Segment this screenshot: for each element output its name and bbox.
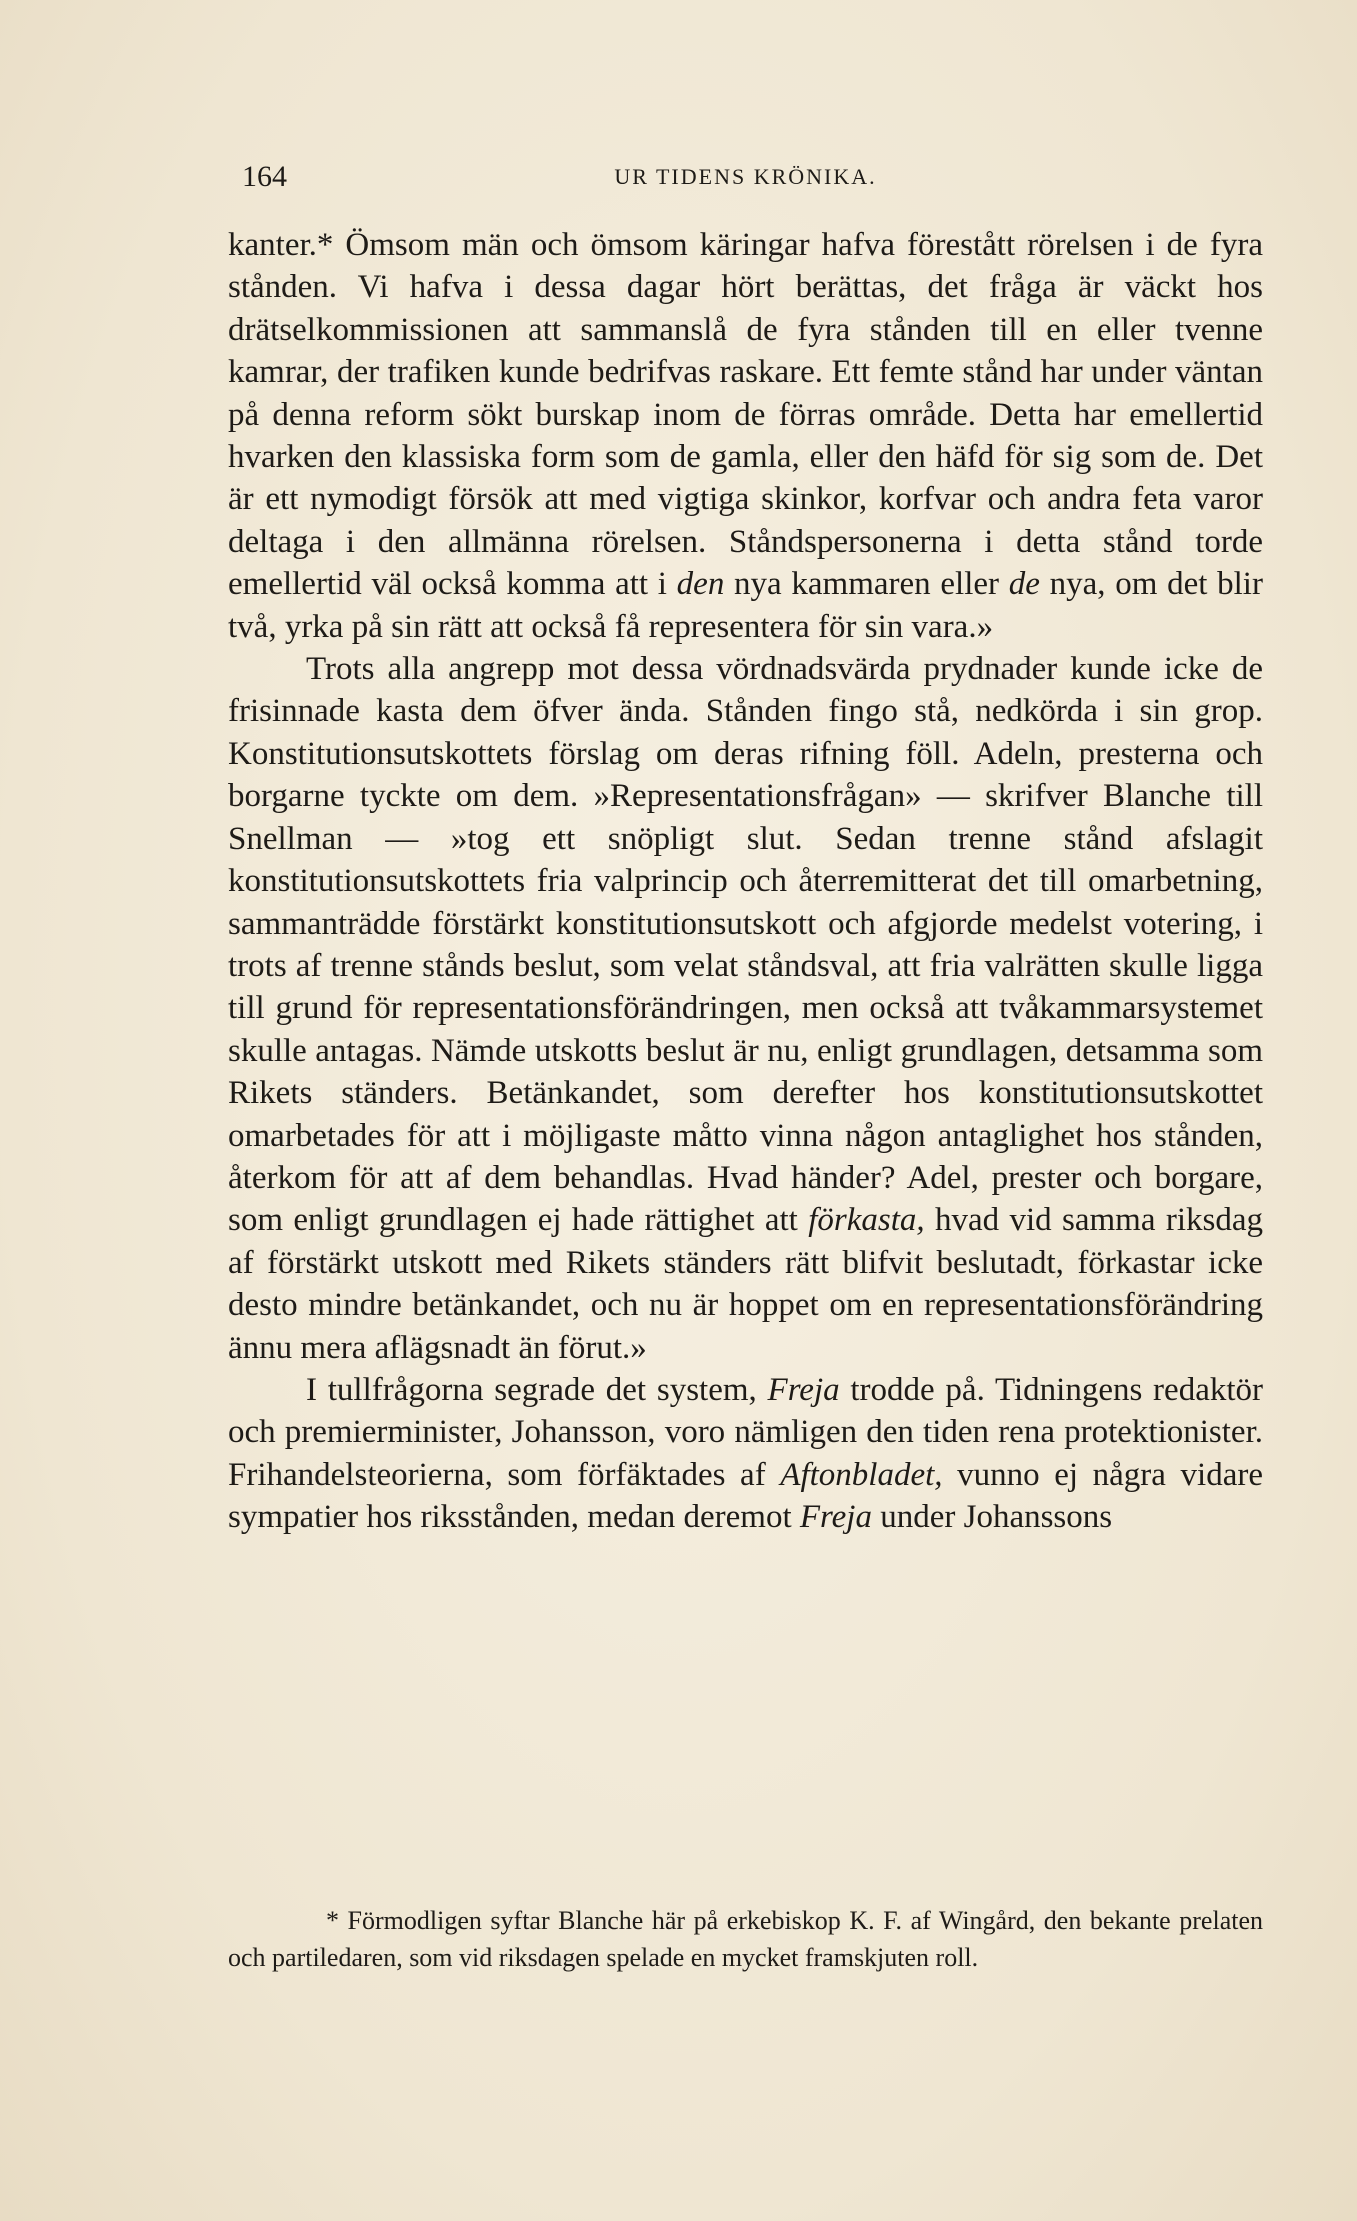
italic-text: förkasta,: [808, 1202, 925, 1239]
italic-text: de: [1008, 566, 1040, 603]
text-run: I tullfrågorna segrade det system,: [306, 1371, 768, 1408]
page-number: 164: [242, 160, 287, 193]
paragraph: [228, 1369, 1263, 1539]
footnote: * Förmodligen syftar Blanche här på erkebiskop K. F. af Wingård, den bekante prelaten och partiledaren, som vid riksdagen spelade en mycket framskjuten roll.: [228, 1906, 1263, 1972]
italic-text: Freja: [799, 1499, 872, 1536]
italic-text: Aftonbladet,: [780, 1456, 943, 1493]
text-run: nya, om det blir två, yrka på sin rätt att också få representera för sin vara.»: [228, 566, 1263, 645]
text-run: under Johanssons: [871, 1499, 1113, 1536]
body-text: [228, 224, 1263, 1539]
paragraph: [228, 224, 1263, 648]
text-run: hvad vid samma riksdag af förstärkt utskott med Rikets ständers rätt blifvit beslutadt, förkastar icke desto mindre betänkandet, och nu är hoppet om en representationsförändring ännu mera aflägsnadt än förut.»: [228, 1202, 1264, 1366]
text-run: trodde på. Tidningens redaktör och premierminister, Johansson, voro nämligen den tiden rena protektionister. Frihandelsteorierna, som förfäktades af: [228, 1371, 1264, 1493]
italic-text: Freja: [767, 1371, 840, 1408]
text-run: Trots alla angrepp mot dessa vördnadsvärda prydnader kunde icke de frisinnade kasta dem öfver ända. Stånden fingo stå, nedkörda i sin grop. Konstitutionsutskottets förslag om deras rifning föll. Adeln, presterna och borgarne tyckte om dem. »Representationsfrågan» — skrifver Blanche till Snellman — »tog ett snöpligt slut. Sedan trenne stånd afslagit konstitutionsutskottets fria valprincip och återremitterat det till omarbetning, sammanträdde förstärkt konstitutionsutskott och afgjorde medelst votering, i trots af trenne stånds beslut, som velat ståndsval, att fria valrätten skulle ligga till grund för representationsförändringen, men också att tvåkammarsystemet skulle antagas. Nämde utskotts beslut är nu, enligt grundlagen, detsamma som Rikets ständers. Betänkandet, som derefter hos konstitutionsutskottet omarbetades för att i möjligaste måtto vinna någon antaglighet hos stånden, återkom för att af dem behandlas. Hvad händer? Adel, prester och borgare, som enligt grundlagen ej hade rättighet att: [228, 651, 1263, 1239]
text-run: vunno ej några vidare sympatier hos riksstånden, medan deremot: [228, 1456, 1263, 1536]
running-head: UR TIDENS KRÖNIKA.: [614, 164, 877, 189]
text-run: nya kammaren eller: [724, 566, 1009, 603]
text-run: kanter.* Ömsom män och ömsom käringar hafva förestått rörelsen i de fyra stånden. Vi hafva i dessa dagar hört berättas, det fråga är väckt hos drätselkommissionen att sammanslå de fyra stånden till en eller tvenne kamrar, der trafiken kunde bedrifvas raskare. Ett femte stånd har under väntan på denna reform sökt burskap inom de förras område. Detta har emellertid hvarken den klassiska form som de gamla, eller den häfd för sig som de. Det är ett nymodigt försök att med vigtiga skinkor, korfvar och andra feta varor deltaga i den allmänna rörelsen. Ståndspersonerna i detta stånd torde emellertid väl också komma att i: [228, 227, 1263, 603]
paragraph: [228, 648, 1263, 1369]
page-header: [228, 160, 1263, 200]
italic-text: den: [676, 566, 725, 603]
